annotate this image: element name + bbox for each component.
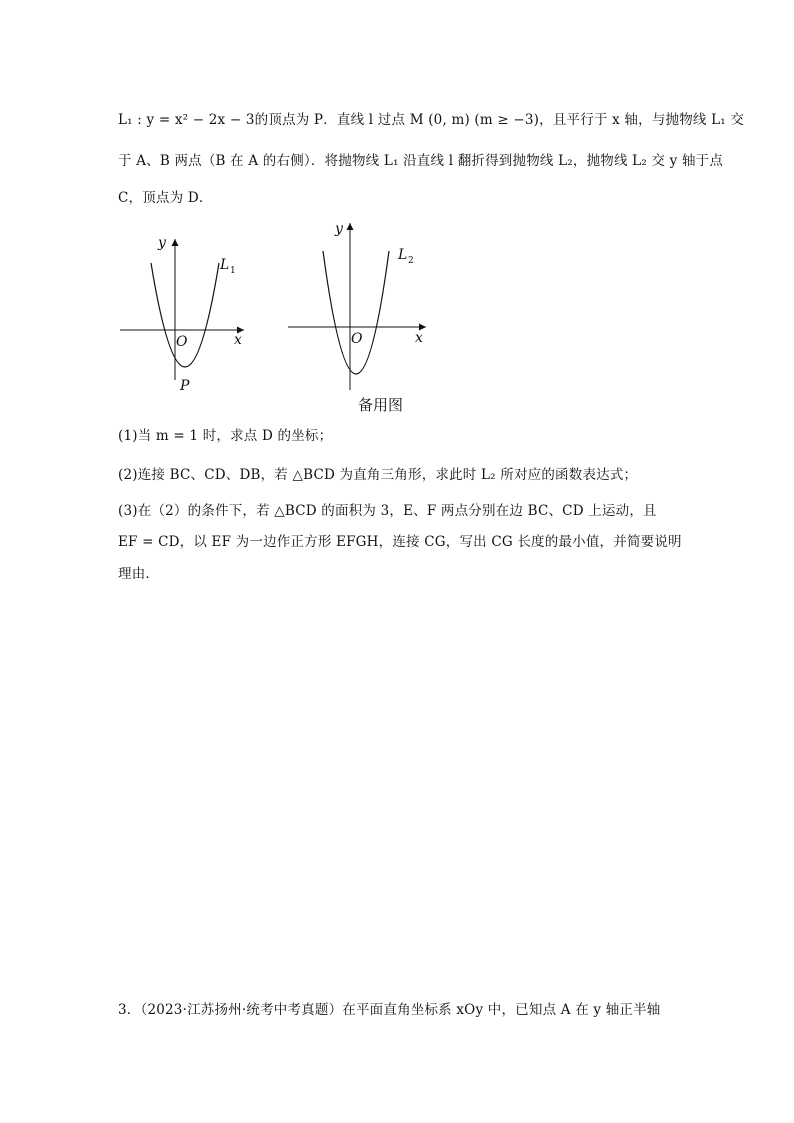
figure-parabola-l1: [110, 225, 260, 400]
parabola-l1: [151, 263, 219, 367]
vertex-label: P: [180, 378, 190, 394]
curve-label: L: [220, 257, 230, 273]
x-label: x: [415, 330, 423, 346]
curve-label-sub: 2: [408, 256, 414, 266]
question-2: (2)连接 BC、CD、DB，若 △BCD 为直角三角形，求此时 L₂ 所对应的函数表达式；: [118, 467, 638, 483]
parabola-l2: [323, 251, 389, 374]
figure1-graph: [110, 225, 260, 400]
y-label: y: [158, 235, 166, 251]
origin-label: O: [176, 334, 188, 350]
figure2-graph: [280, 215, 430, 390]
origin-label: O: [351, 331, 363, 347]
question-3-line2: EF = CD，以 EF 为一边作正方形 EFGH，连接 CG，写出 CG 长度的最小值，并简要说明: [118, 534, 682, 550]
problem2-intro-line2: 于 A、B 两点（B 在 A 的右侧）．将抛物线 L₁ 沿直线 l 翻折得到抛物线 L₂，抛物线 L₂ 交 y 轴于点: [118, 153, 724, 169]
figure-parabola-l2: [280, 215, 430, 390]
problem2-intro-line1: L₁ : y = x² − 2x − 3的顶点为 P．直线 l 过点 M (0, m) (m ≥ −3)，且平行于 x 轴，与抛物线 L₁ 交: [118, 112, 745, 128]
problem3-line1: 3．（2023·江苏扬州·统考中考真题）在平面直角坐标系 xOy 中，已知点 A 在 y 轴正半轴: [118, 1002, 661, 1018]
problem2-intro-line3: C，顶点为 D．: [118, 190, 213, 206]
curve-label-sub: 1: [230, 266, 236, 276]
y-label: y: [335, 221, 343, 237]
x-label: x: [234, 332, 242, 348]
question-3-line1: (3)在（2）的条件下，若 △BCD 的面积为 3，E、F 两点分别在边 BC、CD 上运动，且: [118, 503, 657, 519]
figure2-caption: 备用图: [358, 396, 404, 414]
y-axis-arrow: [347, 223, 354, 230]
y-axis-arrow: [172, 239, 179, 246]
question-1: (1)当 m = 1 时，求点 D 的坐标；: [118, 428, 333, 444]
curve-label: L: [398, 247, 408, 263]
question-3-line3: 理由．: [118, 566, 160, 582]
